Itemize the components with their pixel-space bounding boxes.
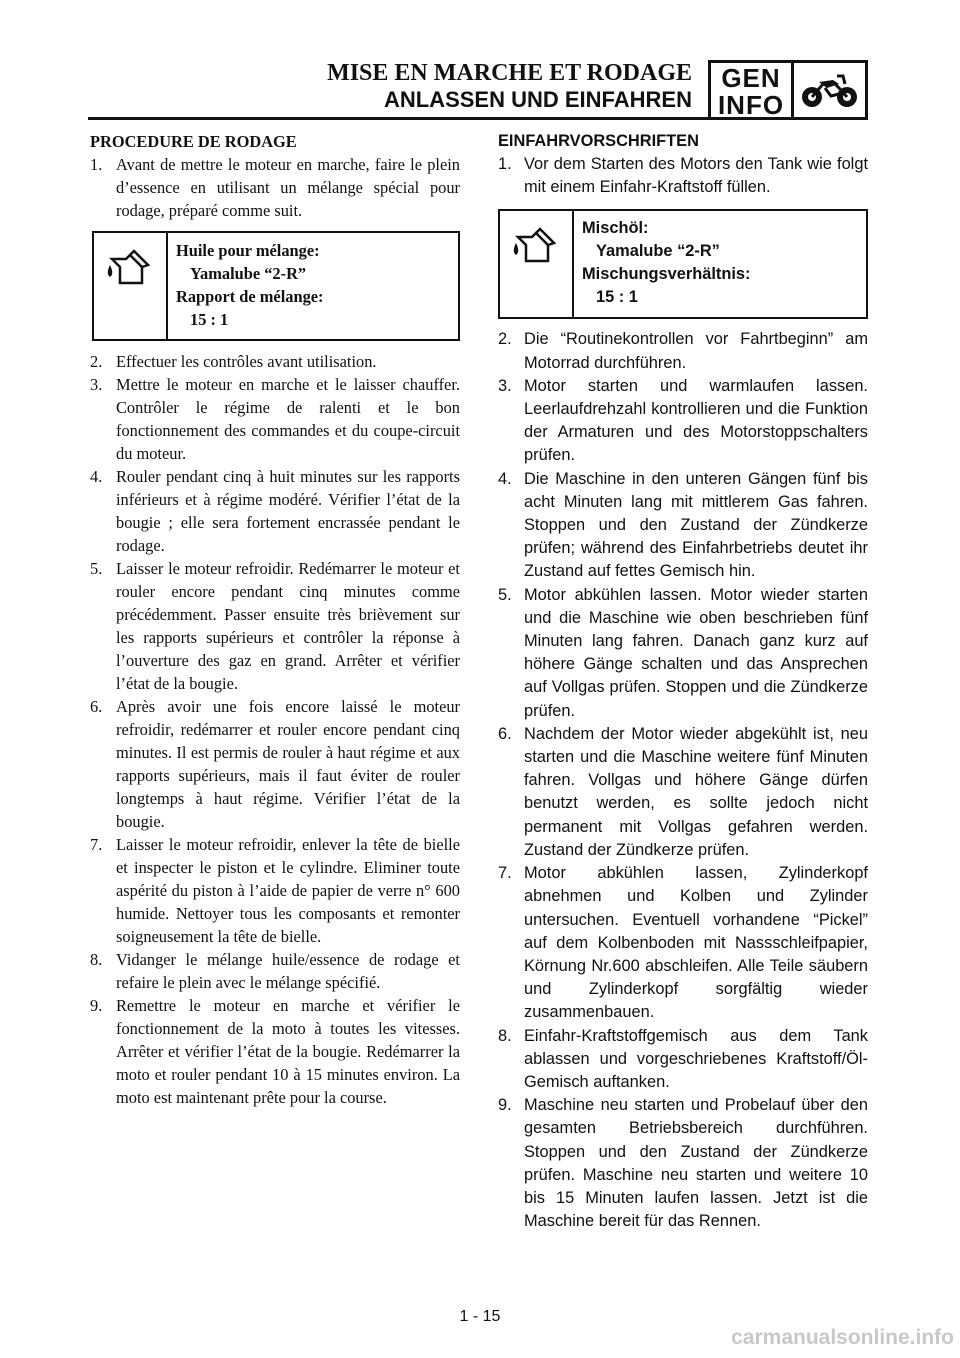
- spec-label: Rapport de mélange:: [176, 287, 324, 306]
- item-number: 8.: [498, 1026, 512, 1045]
- badge-line-info: INFO: [717, 90, 785, 120]
- gen-info-label: [711, 63, 794, 120]
- section-heading-fr: PROCEDURE DE RODAGE: [90, 132, 297, 151]
- item-number: 7.: [90, 835, 103, 854]
- header-title-fr: MISE EN MARCHE ET RODAGE: [327, 60, 692, 86]
- list-item: [498, 328, 868, 374]
- french-column: [90, 130, 460, 1109]
- item-number: 5.: [498, 585, 512, 604]
- spec-label: Mischöl:: [582, 218, 649, 237]
- list-item: [498, 862, 868, 1024]
- list-item: [498, 153, 868, 199]
- spec-label: Mischungsverhältnis:: [582, 265, 751, 284]
- list-item: [90, 373, 460, 465]
- item-number: 2.: [90, 352, 103, 371]
- item-text: Avant de mettre le moteur en marche, faire le plein d’essence en utilisant un mélange spécial pour rodage, préparé comme suit.: [116, 155, 460, 220]
- list-item: [498, 468, 868, 584]
- item-number: 3.: [498, 376, 512, 395]
- list-item: [498, 723, 868, 862]
- item-text: Die “Routinekontrollen vor Fahrtbeginn” am Motorrad durchführen.: [524, 330, 868, 372]
- item-text: Einfahr-Kraftstoffgemisch aus dem Tank ablassen und vorgeschriebenes Kraftstoff/Öl-Gemisch auftanken.: [524, 1026, 868, 1091]
- spec-value: Yamalube “2-R”: [190, 264, 307, 283]
- header-title-de: ANLASSEN UND EINFAHREN: [383, 87, 692, 112]
- item-text: Rouler pendant cinq à huit minutes sur les rapports inférieurs et à régime modéré. Vérifier l’état de la bougie ; elle sera fortement encrassée pendant le rodage.: [116, 467, 460, 555]
- item-text: Nachdem der Motor wieder abgekühlt ist, neu starten und die Maschine weitere fünf Minuten fahren. Vollgas und höhere Gänge dürfen benutzt werden, es sollte jedoch nicht permanent mit Vollgas gefahren werden. Zustand der Zündkerze prüfen.: [524, 724, 868, 859]
- list-item: [90, 948, 460, 994]
- page-number: 1 - 15: [459, 1308, 501, 1325]
- item-number: 6.: [90, 697, 103, 716]
- item-text: Mettre le moteur en marche et le laisser chauffer. Contrôler le régime de ralenti et le bon fonctionnement des commandes et du coupe-circuit du moteur.: [116, 375, 460, 463]
- oil-can-icon: [94, 233, 168, 339]
- oil-can-icon: [500, 211, 574, 318]
- item-text: Effectuer les contrôles avant utilisation.: [116, 352, 377, 371]
- german-column: [498, 130, 868, 1233]
- item-text: Die Maschine in den unteren Gängen fünf bis acht Minuten lang mit mittlerem Gas fahren. Stoppen und den Zustand der Zündkerze prüfen; während des Einfahrbetriebs deutet ihr Zustand auf fettes Gemisch hin.: [524, 469, 868, 581]
- item-text: Remettre le moteur en marche et vérifier le fonctionnement de la moto à toutes les vitesses. Arrêter et vérifier l’état de la bougie. Redémarrer la moto et rouler pendant 10 à 15 minutes environ. La moto est maintenant prête pour la course.: [116, 996, 460, 1107]
- spec-content: [574, 211, 751, 318]
- item-number: 1.: [498, 155, 512, 174]
- item-text: Après avoir une fois encore laissé le moteur refroidir, redémarrer et rouler encore pendant cinq minutes. Il est permis de rouler à haut régime et aux rapports supérieurs, mais il faut éviter de rouler longtemps à haut régime. Vérifier l’état de la bougie.: [116, 697, 460, 831]
- item-number: 9.: [498, 1096, 512, 1115]
- list-item: [90, 350, 460, 373]
- section-heading-de: EINFAHRVORSCHRIFTEN: [498, 132, 699, 150]
- item-text: Laisser le moteur refroidir, enlever la tête de bielle et inspecter le piston et le cylindre. Eliminer toute aspérité du piston à l’aide de papier de verre n° 600 humide. Nettoyer tous les composants et remonter soigneusement la tête de bielle.: [116, 835, 460, 946]
- item-number: 5.: [90, 559, 103, 578]
- spec-box-de: [498, 209, 868, 320]
- list-item: [90, 465, 460, 557]
- watermark: carmanualsonline.info: [731, 1326, 954, 1349]
- item-text: Vidanger le mélange huile/essence de rodage et refaire le plein avec le mélange spécifié.: [116, 950, 460, 992]
- list-item: [90, 695, 460, 833]
- item-number: 7.: [498, 864, 512, 883]
- spec-label: Huile pour mélange:: [176, 241, 320, 260]
- motorcycle-icon: [794, 63, 865, 117]
- spec-box-fr: [92, 231, 460, 341]
- item-text: Motor abkühlen lassen. Motor wieder starten und die Maschine wie oben beschrieben fünf Minuten lang fahren. Danach ganz kurz auf höhere Gänge schalten und das Ansprechen auf Vollgas prüfen. Stoppen und die Zündkerze prüfen.: [524, 585, 868, 720]
- item-number: 9.: [90, 996, 103, 1015]
- item-number: 6.: [498, 724, 512, 743]
- list-item: [498, 584, 868, 723]
- list-item: [498, 1025, 868, 1095]
- item-text: Motor abkühlen lassen, Zylinderkopf abnehmen und Kolben und Zylinder untersuchen. Eventuell vorhandene “Pickel” auf dem Kolbenboden mit Nassschleifpapier, Körnung Nr.600 abschleifen. Alle Teile säubern und Zylinderkopf sorgfältig wieder zusammenbauen.: [524, 864, 868, 1022]
- item-number: 4.: [498, 469, 512, 488]
- item-number: 4.: [90, 467, 103, 486]
- spec-value: 15 : 1: [190, 310, 229, 329]
- item-number: 2.: [498, 330, 512, 349]
- item-number: 3.: [90, 375, 103, 394]
- list-item: [498, 1094, 868, 1233]
- badge-line-gen: GEN: [721, 63, 781, 93]
- item-text: Vor dem Starten des Motors den Tank wie folgt mit einem Einfahr-Kraftstoff füllen.: [524, 155, 868, 197]
- gen-info-badge: [708, 60, 868, 120]
- spec-content: [168, 233, 324, 339]
- list-item: [90, 153, 460, 222]
- spec-value: 15 : 1: [596, 288, 638, 307]
- item-text: Maschine neu starten und Probelauf über den gesamten Betriebsbereich durchführen. Stoppen und den Zustand der Zündkerze prüfen. Maschine neu starten und weitere 10 bis 15 Minuten laufen lassen. Jetzt ist die Maschine bereit für das Rennen.: [524, 1096, 868, 1231]
- list-item: [90, 833, 460, 948]
- list-item: [90, 994, 460, 1109]
- list-item: [90, 557, 460, 695]
- item-number: 1.: [90, 155, 103, 174]
- item-number: 8.: [90, 950, 103, 969]
- item-text: Laisser le moteur refroidir. Redémarrer le moteur et rouler encore pendant cinq minutes comme précédemment. Passer ensuite très brièvement sur les rapports supérieurs et contrôler la réponse à l’ouverture des gaz en grand. Arrêter et vérifier l’état de la bougie.: [116, 559, 460, 693]
- list-item: [498, 375, 868, 468]
- item-text: Motor starten und warmlaufen lassen. Leerlaufdrehzahl kontrollieren und die Funktion der Armaturen und des Motorstoppschalters prüfen.: [524, 376, 868, 465]
- spec-value: Yamalube “2-R”: [596, 241, 720, 260]
